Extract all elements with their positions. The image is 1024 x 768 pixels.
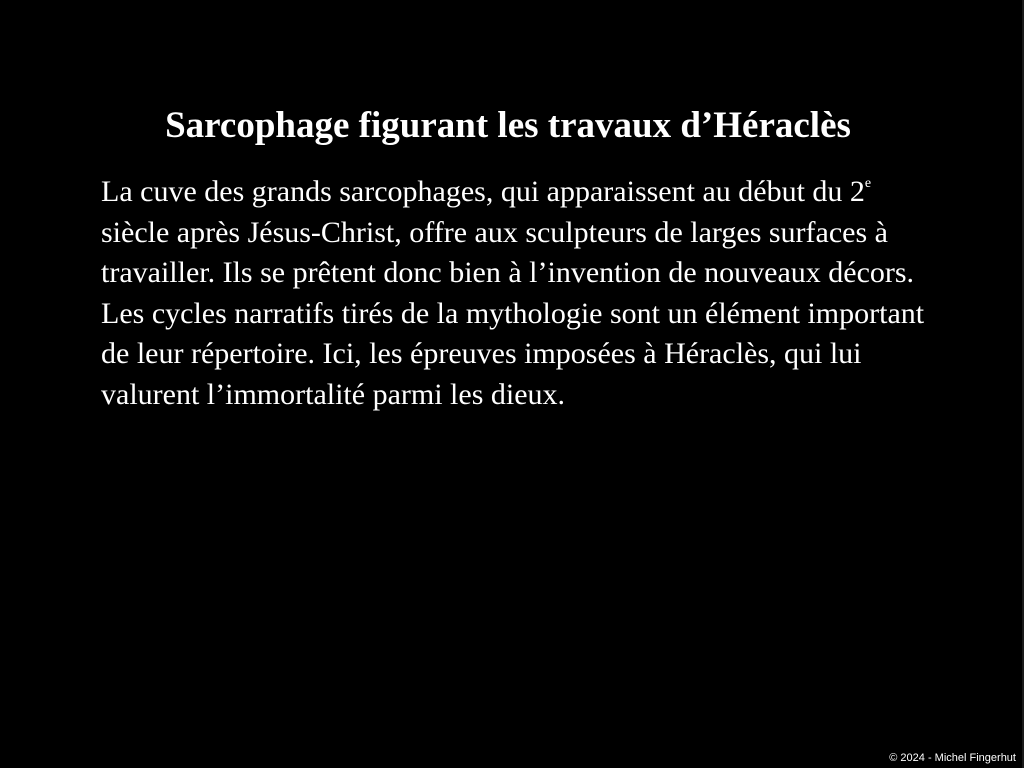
paragraph-text-start: La cuve des grands sarcophages, qui apparaissent au début du 2	[101, 175, 865, 208]
paragraph-text-end: siècle après Jésus-Christ, offre aux sculpteurs de larges surfaces à travailler. Ils se prêtent donc bien à l’invention de nouveaux décors. Les cycles narratifs tirés de la mythologie sont un élément important de leur répertoire. Ici, les épreuves imposées à Héraclès, qui lui valurent l’immortalité parmi les dieux.	[101, 215, 925, 411]
copyright-notice: © 2024 - Michel Fingerhut	[889, 752, 1016, 764]
ordinal-superscript: e	[864, 176, 872, 191]
slide-title: Sarcophage figurant les travaux d’Héraclès	[165, 105, 851, 146]
slide-paragraph	[101, 172, 931, 416]
